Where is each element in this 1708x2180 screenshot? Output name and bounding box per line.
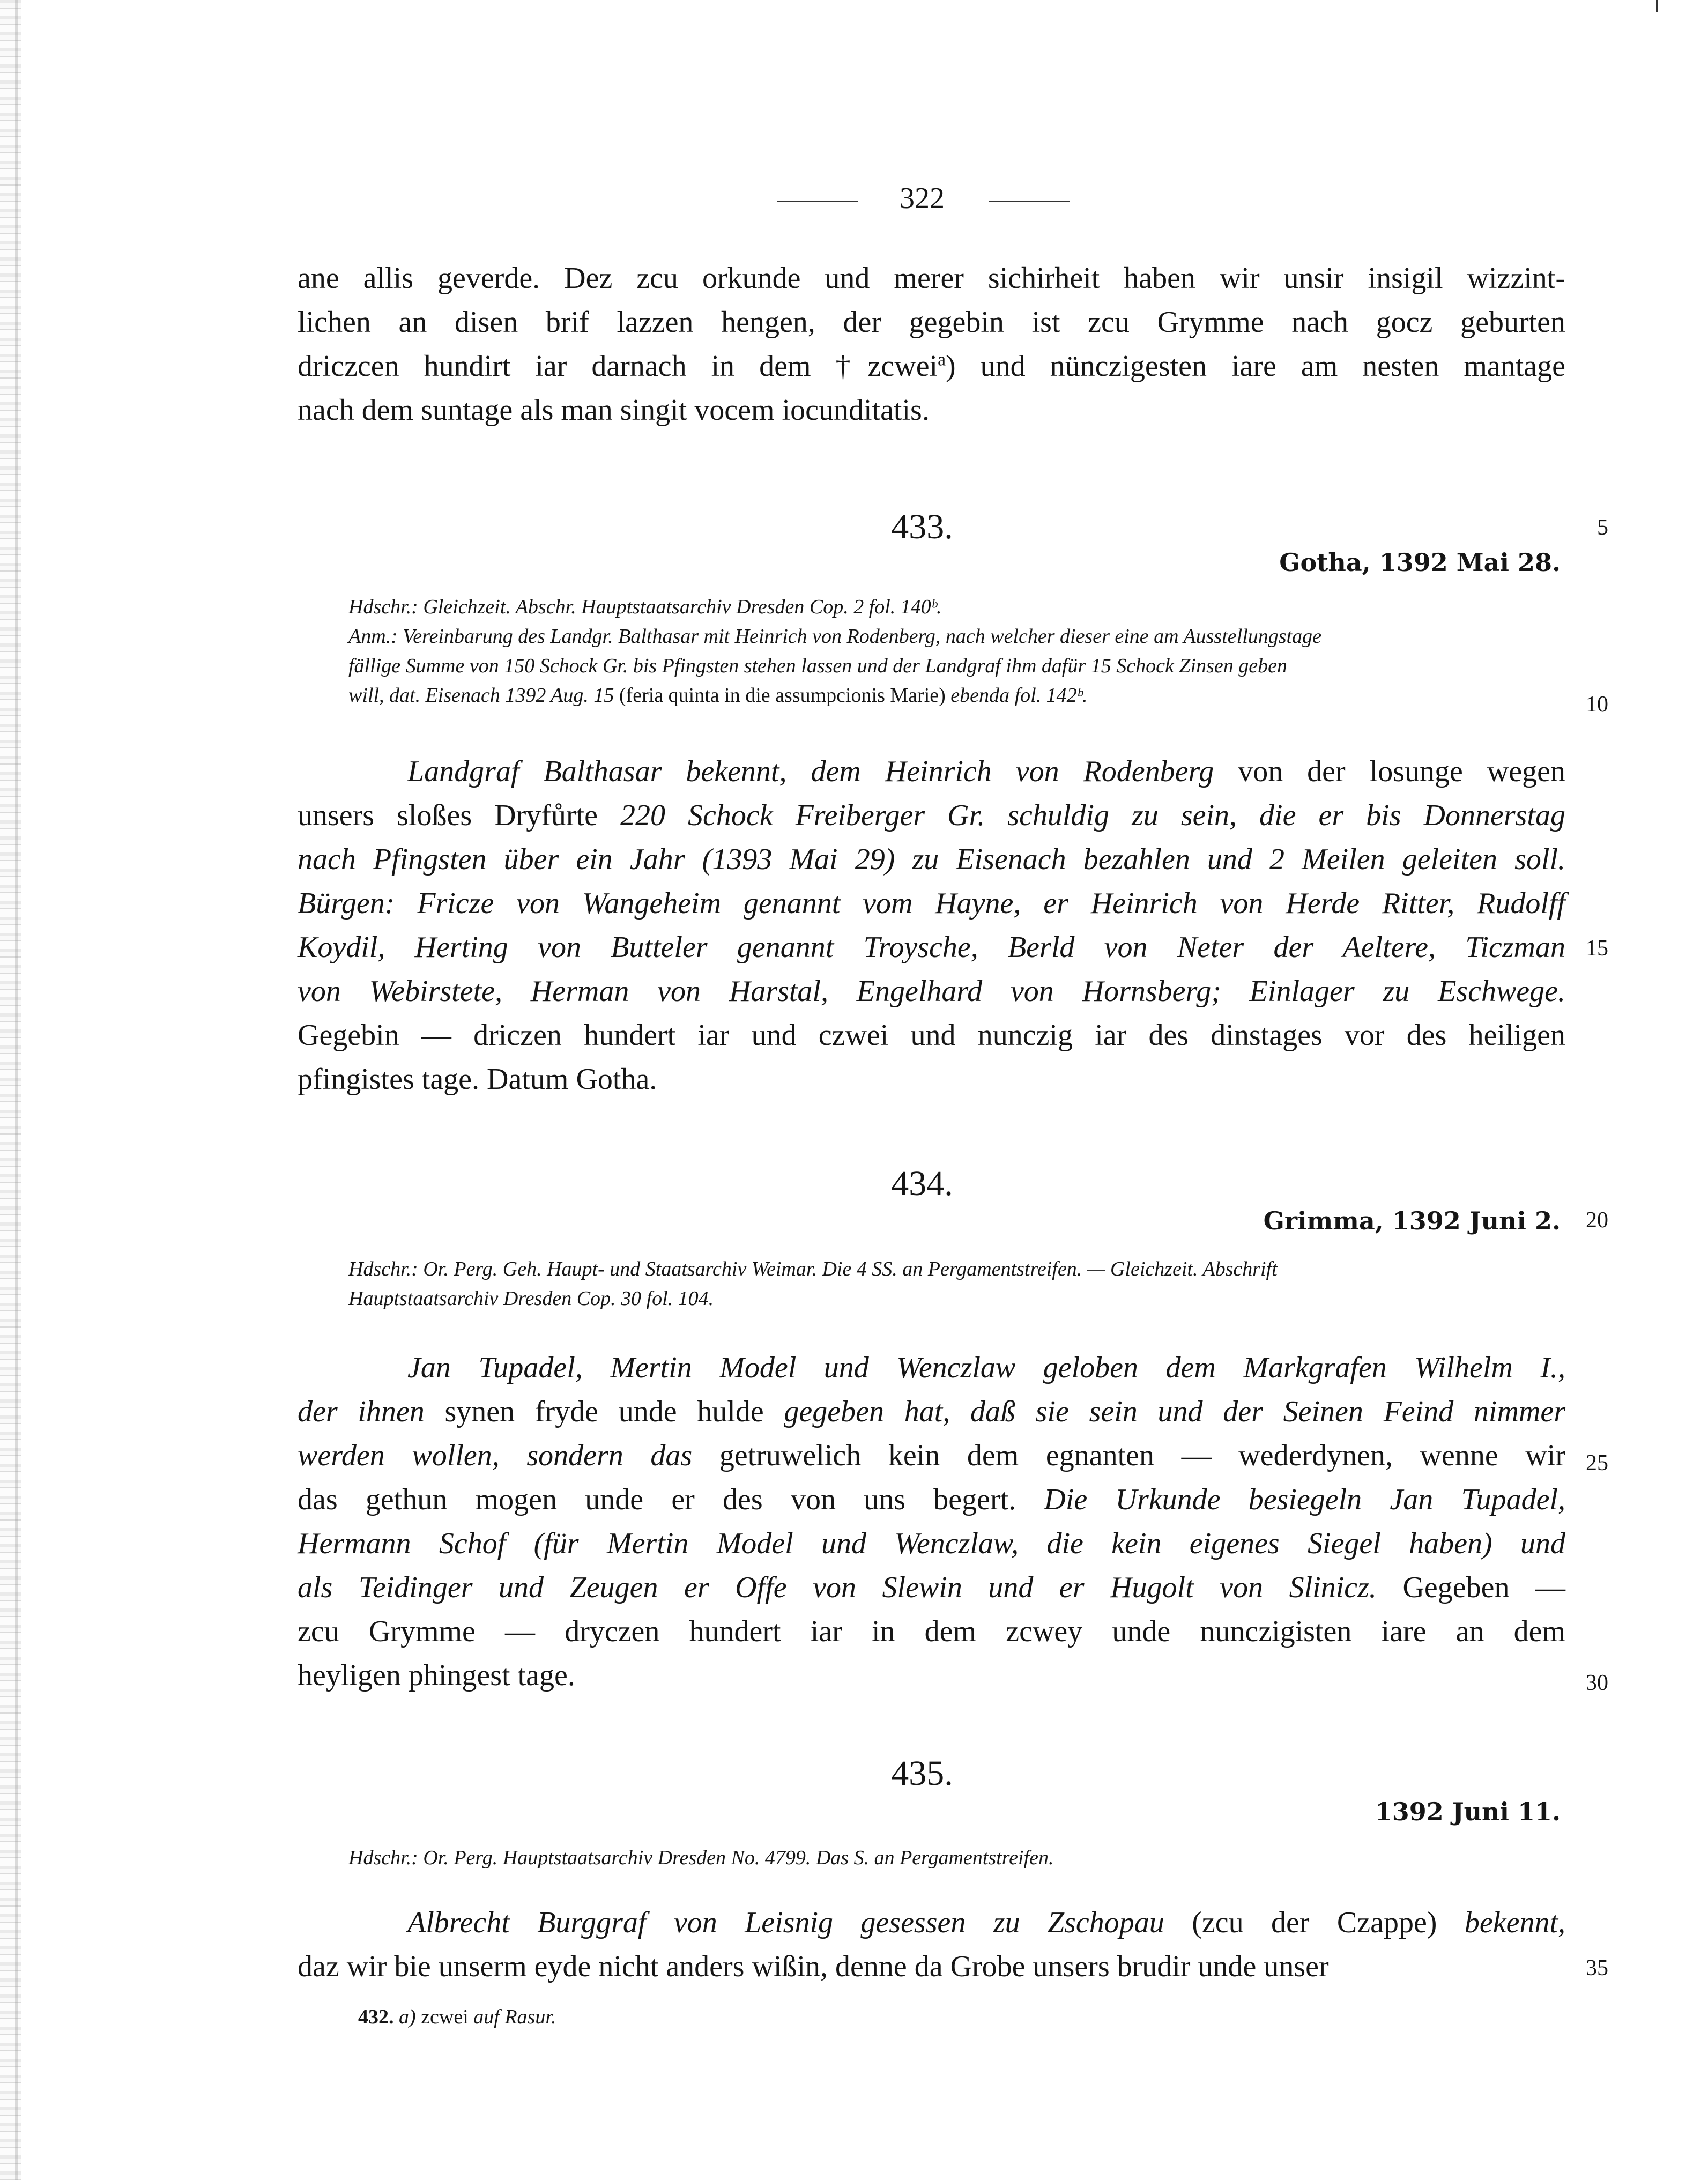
text-line: heyligen phingest tage. (298, 1659, 575, 1692)
document-number-433: 433. (891, 507, 953, 546)
line-number: 20 (1586, 1208, 1608, 1233)
text-line: Koydil, Herting von Butteler genannt Troysche, Berld von Neter der Aeltere, Ticzman (298, 931, 1565, 964)
scan-edge-shadow (0, 0, 21, 2180)
intro-paragraph (298, 256, 1565, 432)
text-line: Landgraf Balthasar bekennt, dem Heinrich von Rodenberg von der losunge wegen (407, 755, 1565, 788)
text-435 (298, 1901, 1565, 1989)
text-line: von Webirstete, Herman von Harstal, Engelhard von Hornsberg; Einlager zu Eschwege. (298, 975, 1565, 1008)
line-number: 35 (1586, 1956, 1608, 1981)
text-line: Bürgen: Fricze von Wangeheim genannt vom Hayne, er Heinrich von Herde Ritter, Rudolff (298, 887, 1565, 920)
text-line: Jan Tupadel, Mertin Model und Wenczlaw geloben dem Markgrafen Wilhelm I., (407, 1351, 1565, 1384)
text-line: der ihnen synen fryde unde hulde gegeben hat, daß sie sein und der Seinen Feind nimmer (298, 1395, 1566, 1428)
text-line: pfingistes tage. Datum Gotha. (298, 1063, 657, 1096)
text-line: als Teidinger und Zeugen er Offe von Slewin und er Hugolt von Slinicz. Gegeben — (298, 1571, 1565, 1604)
text-line: ane allis geverde. Dez zcu orkunde und merer sichirheit haben wir unsir insigil wizzint- (298, 262, 1565, 295)
line-number: 10 (1586, 692, 1608, 717)
text-line: Hermann Schof (für Mertin Model und Wenczlaw, die kein eigenes Siegel haben) und (298, 1527, 1565, 1560)
text-line: daz wir bie unserm eyde nicht anders wißin, denne da Grobe unsers brudir unde unser (298, 1950, 1329, 1983)
line-number: 30 (1586, 1671, 1608, 1695)
text-line: driczcen hundirt iar darnach in dem †zcwei$^a$) und nünczigesten iare am nesten mantage (298, 350, 1566, 383)
footnote-ref: a (938, 350, 946, 370)
text-line: nach dem suntage als man singit vocem iocunditatis. (298, 394, 930, 427)
text-line: Gegebin — driczen hundert iar und czwei und nunczig iar des dinstages vor des heiligen (298, 1019, 1565, 1052)
text-line: lichen an disen brif lazzen hengen, der gegebin ist zcu Grymme nach gocz geburten (298, 306, 1565, 339)
document-number-435: 435. (891, 1754, 953, 1793)
footnote-word: zcwei (415, 2006, 474, 2028)
text-line: unsers sloßes Dryfůrte 220 Schock Freiberger Gr. schuldig zu sein, die er bis Donnerstag (298, 799, 1565, 832)
footnote (358, 2005, 556, 2029)
text-line: das gethun mogen unde er des von uns begert. Die Urkunde besiegeln Jan Tupadel, (298, 1483, 1565, 1516)
document-date-434: Grimma, 1392 Juni 2. (1263, 1206, 1561, 1235)
document-number-434: 434. (891, 1164, 953, 1203)
footnote-label: a) (399, 2006, 416, 2028)
source-note-433: Hdschr.: Gleichzeit. Abschr. Hauptstaatsarchiv Dresden Cop. 2 fol. 140ᵇ. Anm.: Vereinbarung des Landgr. Balthasar mit Heinrich von Rodenberg, nach welcher dieser eine am Ausstellungstage fällige Summe von 150 Schock Gr. bis Pfingsten stehen lassen und der Landgraf ihm dafür 15 Schock Zinsen geben will, dat. Eisenach 1392 Aug. 15 (feria quinta in die assumpcionis Marie) ebenda fol. 142ᵇ. (348, 596, 1321, 707)
source-note-434: Hdschr.: Or. Perg. Geh. Haupt- und Staatsarchiv Weimar. Die 4 SS. an Pergamentstreifen. — Gleichzeit. Abschrift Hauptstaatsarchiv Dresden Cop. 30 fol. 104. (348, 1258, 1278, 1310)
page-number: 322 (900, 182, 945, 215)
page-header (772, 181, 1072, 219)
crop-mark (1656, 0, 1658, 12)
text-line: werden wollen, sondern das getruwelich kein dem egnanten — wederdynen, wenne wir (298, 1439, 1565, 1472)
line-number: 5 (1597, 515, 1608, 540)
text-line: Albrecht Burggraf von Leisnig gesessen zu Zschopau (zcu der Czappe) bekennt, (407, 1906, 1565, 1939)
text-433 (298, 750, 1565, 1101)
line-number: 25 (1586, 1451, 1608, 1475)
text-434 (298, 1346, 1565, 1697)
header-rule-left (777, 201, 858, 202)
text-line: zcu Grymme — dryczen hundert iar in dem zcwey unde nunczigisten iare an dem (298, 1615, 1565, 1648)
document-date-433: Gotha, 1392 Mai 28. (1279, 548, 1561, 577)
text-line: nach Pfingsten über ein Jahr (1393 Mai 29) zu Eisenach bezahlen und 2 Meilen geleiten soll. (298, 843, 1565, 876)
scan-edge-line (15, 0, 18, 2180)
document-date-435: 1392 Juni 11. (1375, 1797, 1561, 1826)
header-rule-right (989, 201, 1070, 202)
line-number: 15 (1586, 936, 1608, 961)
footnote-doc-ref: 432. (358, 2006, 394, 2028)
source-note-435: Hdschr.: Or. Perg. Hauptstaatsarchiv Dresden No. 4799. Das S. an Pergamentstreifen. (348, 1847, 1054, 1869)
footnote-note: auf Rasur. (473, 2006, 556, 2028)
